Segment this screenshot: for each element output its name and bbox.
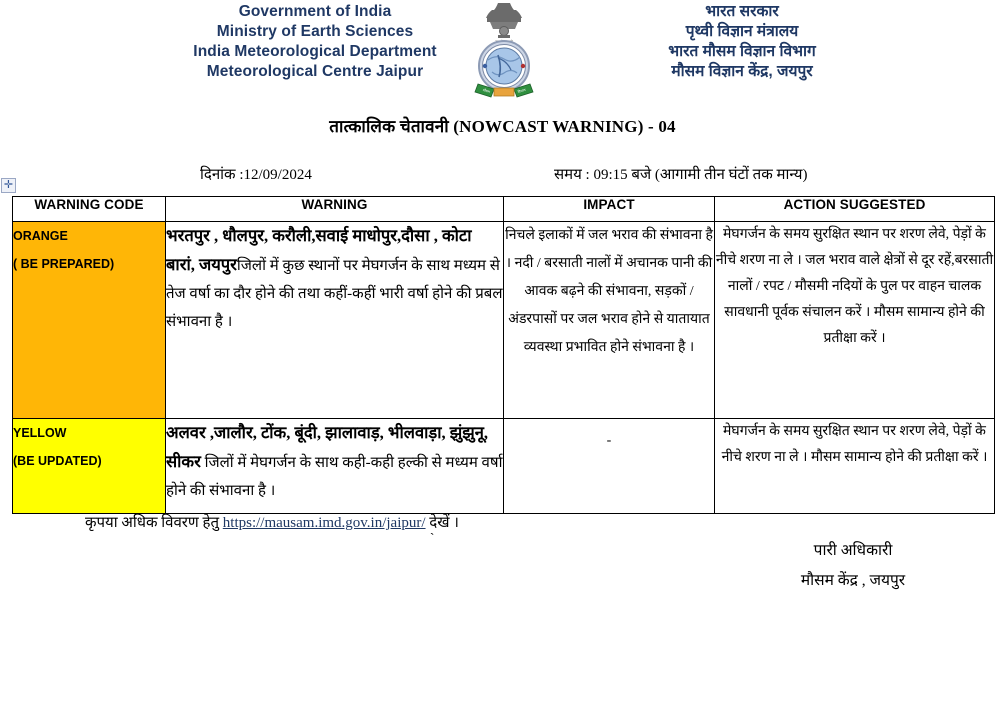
warning-districts: अलवर ,जालौर, टोंक, बूंदी, झालावाड़, भीलवाड़ा, झुंझुनू, सीकर — [166, 423, 488, 471]
table-header-row — [13, 197, 995, 222]
document-header — [0, 0, 1005, 102]
footer-note-prefix: कृपया अधिक विवरण हेतु — [85, 515, 223, 531]
header-hindi-line-1: भारत सरकार — [705, 3, 779, 20]
impact-text-yellow: - — [504, 419, 715, 514]
issue-date: दिनांक :12/09/2024 — [200, 167, 312, 183]
meta-row — [0, 164, 1005, 188]
warning-code-yellow — [13, 419, 166, 514]
signature-designation: पारी अधिकारी — [813, 542, 893, 559]
column-header-warning: WARNING — [166, 197, 504, 222]
table-row — [13, 419, 995, 514]
warning-description: जिलों में मेघगर्जन के साथ कही-कही हल्की से मध्यम वर्षा होने की संभावना है । — [166, 455, 503, 499]
warning-code-label: ORANGE — [13, 229, 68, 243]
imd-logo-ashoka-emblem-icon — [468, 0, 540, 98]
warning-code-orange — [13, 222, 166, 419]
header-english-block — [155, 2, 475, 82]
header-english-line-2: Ministry of Earth Sciences — [216, 23, 414, 40]
action-text-yellow: मेघगर्जन के समय सुरक्षित स्थान पर शरण लेवे, पेड़ों के नीचे शरण ना ले । मौसम सामान्य होने की प्रतीक्षा करें । — [715, 419, 995, 514]
action-text-orange: मेघगर्जन के समय सुरक्षित स्थान पर शरण लेवे, पेड़ों के नीचे शरण ना ले । जल भराव वाले क्षेत्रों से दूर रहें,बरसाती नालों / रपट / मौसमी नदियों के पुल पर वाहन चालक सावधानी पूर्वक संचालन करें । मौसम सामान्य होने की प्रतीक्षा करें । — [715, 222, 995, 419]
header-hindi-block — [592, 2, 892, 82]
impact-text-orange: निचले इलाकों में जल भराव की संभावना है । नदी / बरसाती नालों में अचानक पानी की आवक बढ़ने की संभावना, सड़कों / अंडरपासों पर जल भराव होने से यातायात व्यवस्था प्रभावित होने संभावना है । — [504, 222, 715, 419]
footer-note — [85, 512, 459, 532]
column-header-warning-code: WARNING CODE — [13, 197, 166, 222]
footer-note-suffix: देखें । — [425, 515, 459, 531]
warning-text-yellow — [166, 419, 504, 514]
svg-text:विभाग: विभाग — [517, 87, 527, 95]
column-header-action-suggested: ACTION SUGGESTED — [715, 197, 995, 222]
warning-table — [12, 196, 995, 514]
column-header-impact: IMPACT — [504, 197, 715, 222]
page-title: तात्कालिक चेतावनी (NOWCAST WARNING) - 04 — [329, 117, 676, 136]
table-move-handle-icon[interactable]: ✛ — [1, 178, 16, 193]
warning-description: जिलों में कुछ स्थानों पर मेघगर्जन के साथ मध्यम से तेज वर्षा का दौर होने की तथा कहीं-कहीं भारी वर्षा होने की प्रबल संभावना है । — [166, 258, 503, 330]
warning-code-sublabel: ( BE PREPARED) — [13, 257, 115, 271]
imd-jaipur-link[interactable]: https://mausam.imd.gov.in/jaipur/ — [222, 515, 426, 531]
header-english-line-3: India Meteorological Department — [193, 43, 437, 60]
signature-office: मौसम केंद्र , जयपुर — [800, 572, 906, 589]
warning-code-label: YELLOW — [13, 426, 67, 440]
svg-text:मौसम: मौसम — [482, 88, 491, 95]
signature-block — [718, 536, 988, 596]
header-english-line-4: Meteorological Centre Jaipur — [206, 63, 424, 80]
header-hindi-line-2: पृथ्वी विज्ञान मंत्रालय — [685, 23, 799, 40]
header-hindi-line-3: भारत मौसम विज्ञान विभाग — [668, 43, 816, 60]
warning-code-sublabel: (BE UPDATED) — [13, 454, 102, 468]
stray-tick-mark: ` — [430, 530, 435, 545]
warning-text-orange — [166, 222, 504, 419]
issue-time-validity: समय : 09:15 बजे (आगामी तीन घंटों तक मान्य) — [554, 167, 808, 183]
header-english-line-1: Government of India — [238, 3, 392, 20]
table-row — [13, 222, 995, 419]
warning-districts: भरतपुर , धौलपुर, करौली,सवाई माधोपुर,दौसा , कोटा बारां, जयपुर — [166, 226, 472, 274]
header-hindi-line-4: मौसम विज्ञान केंद्र, जयपुर — [671, 63, 813, 80]
